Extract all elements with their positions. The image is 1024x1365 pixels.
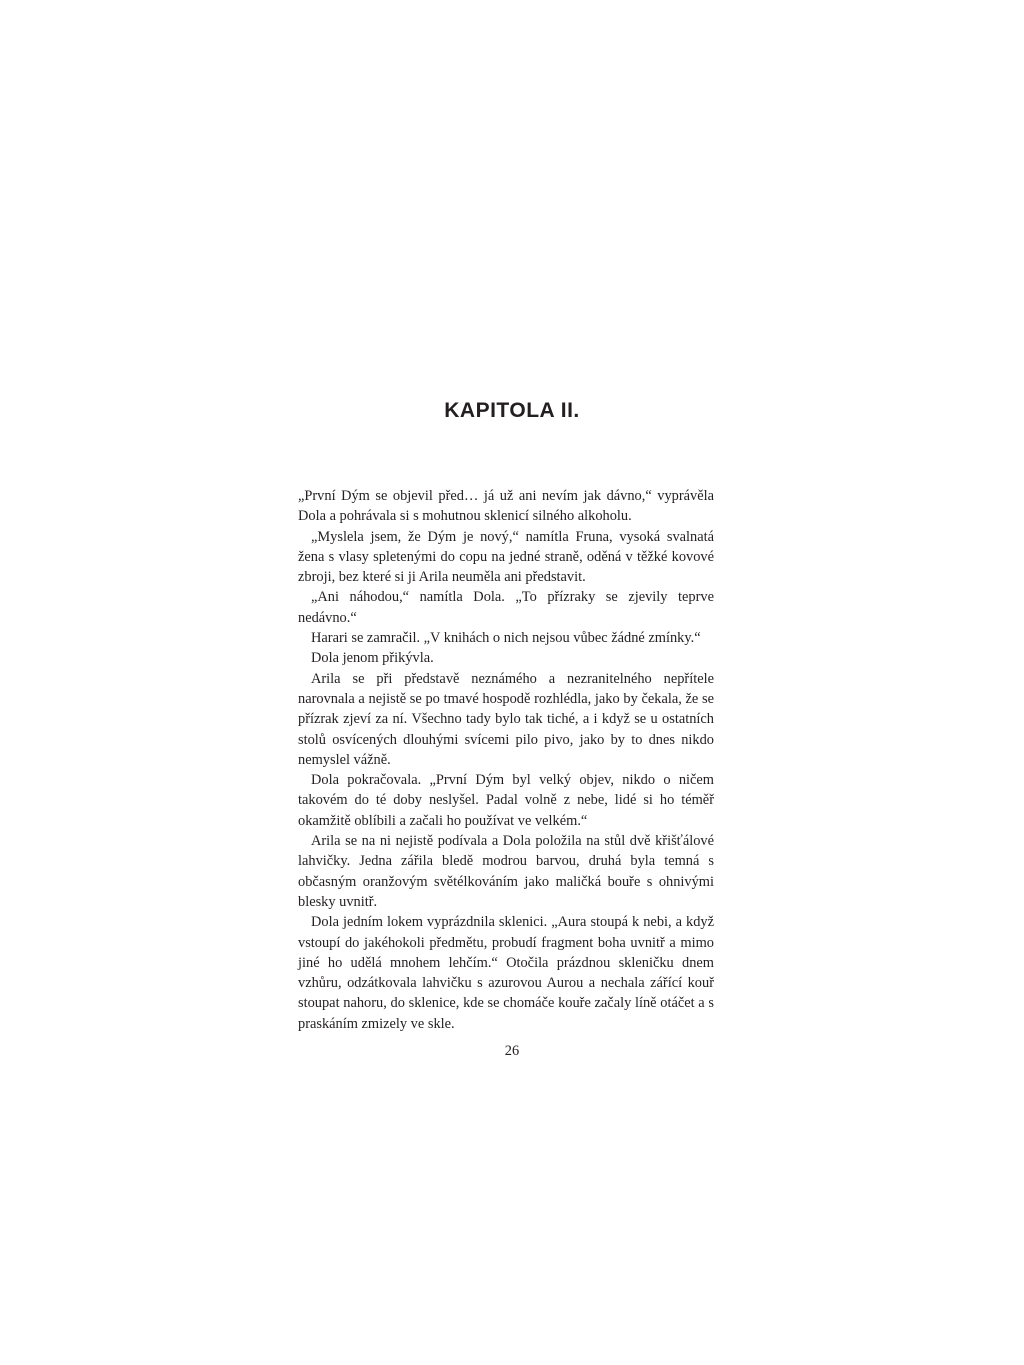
paragraph: „Ani náhodou,“ namítla Dola. „To přízraky se zjevily teprve nedávno.“	[298, 589, 714, 626]
paragraph: Harari se zamračil. „V knihách o nich nejsou vůbec žádné zmínky.“	[311, 630, 701, 647]
paragraph: Dola jedním lokem vyprázdnila sklenici. „Aura stoupá k nebi, a když vstoupí do jakéhokoli předmětu, probudí fragment boha uvnitř a mimo jiné ho udělá mnohem lehčím.“ Otočila prázdnou skleničku dnem vzhůru, odzátkovala lahvičku s azurovou Aurou a nechala zářící kouř stoupat nahoru, do sklenice, kde se chomáče kouře začaly líně otáčet a s praskáním zmizely ve skle.	[298, 914, 714, 1032]
paragraph: Dola jenom přikývla.	[311, 650, 434, 667]
paragraph: „Myslela jsem, že Dým je nový,“ namítla Fruna, vysoká svalnatá žena s vlasy spletenými do copu na jedné straně, oděná v těžké kovové zbroji, bez které si ji Arila neuměla ani představit.	[298, 528, 714, 586]
paragraph: Dola pokračovala. „První Dým byl velký objev, nikdo o ničem takovém do té doby neslyšel. Padal volně z nebe, lidé si ho téměř okamžitě oblíbili a začali ho používat ve velkém.“	[298, 772, 714, 829]
chapter-title: KAPITOLA II.	[444, 399, 580, 422]
paragraph: Arila se při představě neznámého a nezranitelného nepřítele narovnala a nejistě se po tmavé hospodě rozhlédla, jako by čekala, že se přízrak zjeví za ní. Všechno tady bylo tak tiché, a i když se u ostatních stolů osvícených dlouhými svícemi pilo pivo, jako by to dnes nikdo nemyslel vážně.	[298, 670, 714, 768]
paragraph: Arila se na ni nejistě podívala a Dola položila na stůl dvě křišťálové lahvičky. Jedna zářila bledě modrou barvou, druhá byla temná s občasným oranžovým světélkováním jako maličká bouře s ohnivými blesky uvnitř.	[298, 833, 714, 910]
body-text	[298, 486, 714, 1034]
paragraph: „První Dým se objevil před… já už ani nevím jak dávno,“ vyprávěla Dola a pohrávala si s mohutnou sklenicí silného alkoholu.	[298, 488, 714, 525]
page-number: 26	[504, 1043, 520, 1059]
